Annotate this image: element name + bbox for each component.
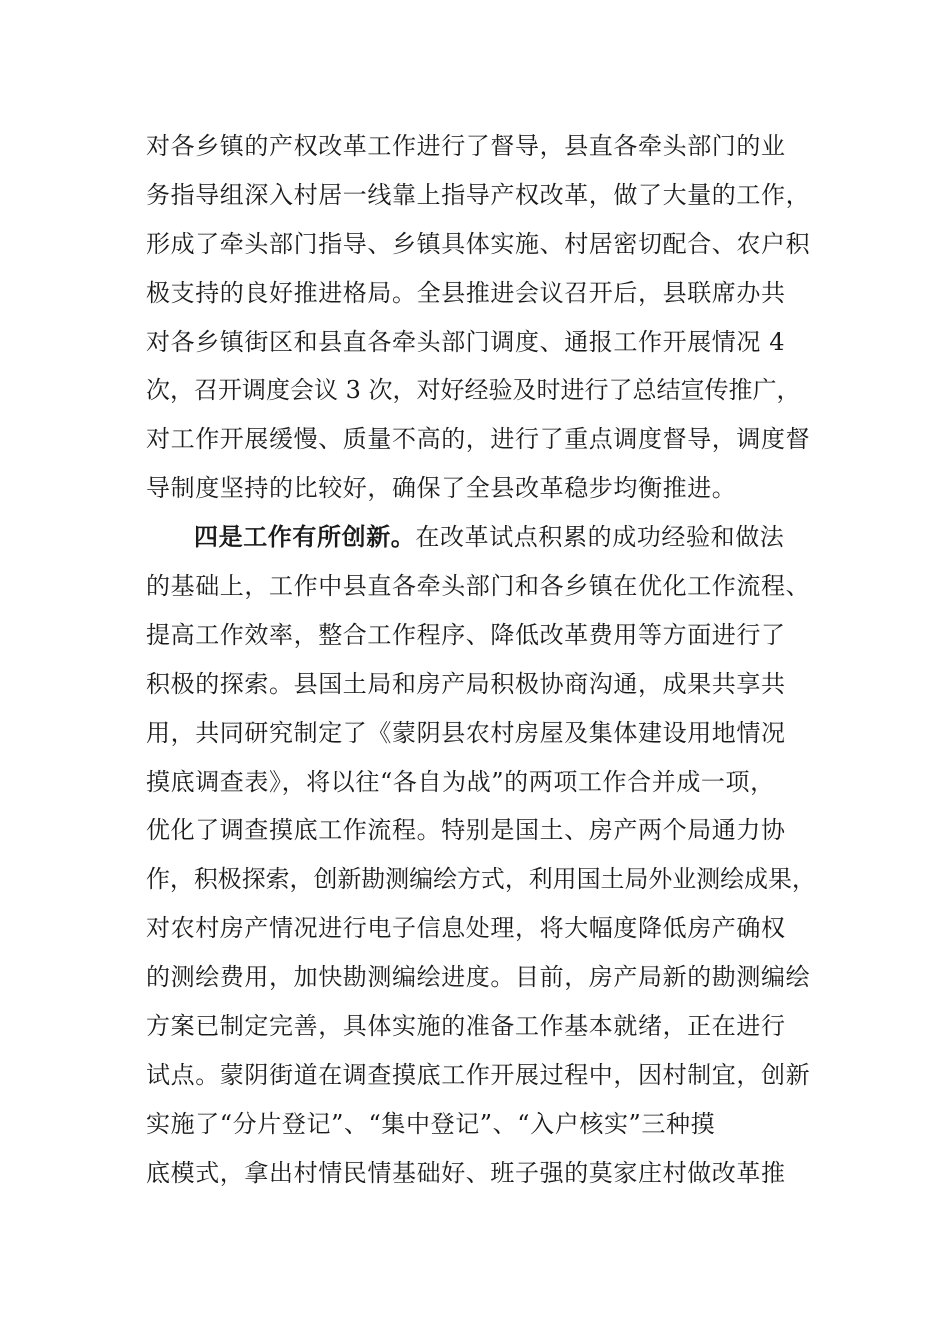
- paragraph-1: [146, 122, 816, 513]
- text-line: 试点。蒙阴街道在调查摸底工作开展过程中，因村制宜，创新: [146, 1060, 811, 1089]
- text-line: 务指导组深入村居一线靠上指导产权改革，做了大量的工作，: [146, 180, 811, 209]
- text-line: 提高工作效率，整合工作程序、降低改革费用等方面进行了: [146, 620, 786, 649]
- text-line: 对各乡镇的产权改革工作进行了督导，县直各牵头部门的业: [146, 132, 786, 160]
- text-line: 形成了牵头部门指导、乡镇具体实施、村居密切配合、农户积: [146, 229, 811, 258]
- body-text: [146, 122, 816, 1198]
- text-line: 摸底调查表》，将以往“各自为战”的两项工作合并成一项，: [146, 767, 775, 796]
- paragraph-first-line: [146, 513, 816, 562]
- text-line: 对工作开展缓慢、质量不高的，进行了重点调度督导，调度督: [146, 425, 811, 454]
- text-line: 的基础上，工作中县直各牵头部门和各乡镇在优化工作流程、: [146, 572, 811, 601]
- text-line: 底模式，拿出村情民情基础好、班子强的莫家庄村做改革推: [146, 1158, 786, 1187]
- paragraph-2: [146, 513, 816, 1197]
- text-line: 积极的探索。县国土局和房产局积极协商沟通，成果共享共: [146, 669, 786, 698]
- text-line: 导制度坚持的比较好，确保了全县改革稳步均衡推进。: [146, 474, 737, 503]
- text-line: 对农村房产情况进行电子信息处理，将大幅度降低房产确权: [146, 914, 786, 943]
- text-line: 用，共同研究制定了《蒙阴县农村房屋及集体建设用地情况: [146, 718, 786, 747]
- paragraph-first-line-text: 在改革试点积累的成功经验和做法: [415, 523, 785, 552]
- text-line: 对各乡镇街区和县直各牵头部门调度、通报工作开展情况 4: [146, 327, 786, 356]
- paragraph-lead-heading: 四是工作有所创新。: [194, 522, 416, 552]
- text-line: 次，召开调度会议 3 次，对好经验及时进行了总结宣传推广，: [146, 376, 801, 405]
- text-line: 作，积极探索，创新勘测编绘方式，利用国土局外业测绘成果，: [146, 865, 816, 894]
- text-line: 的测绘费用，加快勘测编绘进度。目前，房产局新的勘测编绘: [146, 963, 811, 992]
- text-line: 方案已制定完善，具体实施的准备工作基本就绪，正在进行: [146, 1012, 786, 1041]
- text-line: 极支持的良好推进格局。全县推进会议召开后，县联席办共: [146, 278, 786, 307]
- text-line: 优化了调查摸底工作流程。特别是国土、房产两个局通力协: [146, 816, 786, 845]
- text-line: 实施了“分片登记”、“集中登记”、“入户核实”三种摸: [146, 1109, 716, 1138]
